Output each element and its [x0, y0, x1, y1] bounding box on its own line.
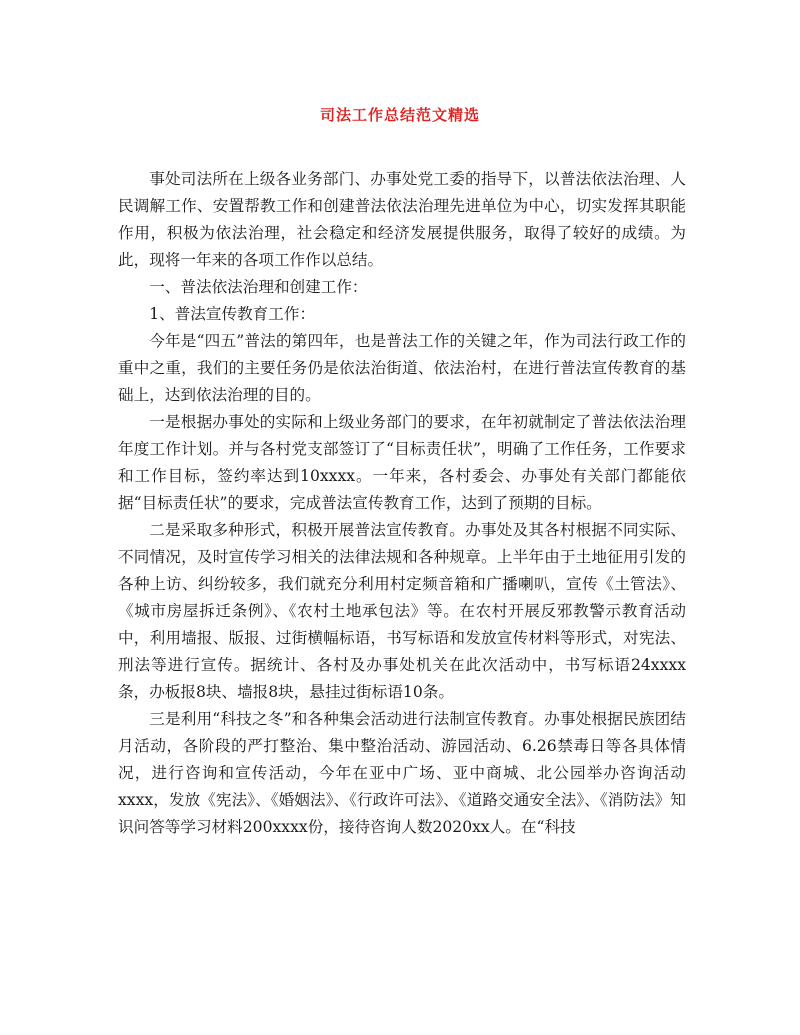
paragraph-point-1: 一是根据办事处的实际和上级业务部门的要求，在年初就制定了普法依法治理年度工作计划。并与各村党支部签订了“目标责任状”，明确了工作任务，工作要求和工作目标，签约率达到10xxxx。一年来，各村委会、办事处有关部门都能依据“目标责任状”的要求，完成普法宣传教育工作，达到了预期的目标。 — [118, 413, 686, 512]
paragraph-point-3: 三是利用“科技之冬”和各种集会活动进行法制宣传教育。办事处根据民族团结月活动，各阶段的严打整治、集中整治活动、游园活动、6.26禁毒日等各具体情况，进行咨询和宣传活动，今年在亚中广场、亚中商城、北公园举办咨询活动xxxx，发放《宪法》、《婚姻法》、《行政许可法》、《道路交通安全法》、《消防法》知识问答等学习材料200xxxx份，接待咨询人数2020xx人。在“科技 — [118, 710, 686, 836]
heading-subsection-1: 1、普法宣传教育工作： — [149, 305, 316, 323]
paragraph-intro: 事处司法所在上级各业务部门、办事处党工委的指导下，以普法依法治理、人民调解工作、安置帮教工作和创建普法依法治理先进单位为中心，切实发挥其职能作用，积极为依法治理，社会稳定和经济发展提供服务，取得了较好的成绩。为此，现将一年来的各项工作作以总结。 — [118, 170, 686, 269]
document-title: 司法工作总结范文精选 — [319, 106, 480, 124]
document-body — [118, 166, 686, 841]
paragraph-overview: 今年是“四五”普法的第四年，也是普法工作的关键之年，作为司法行政工作的重中之重，我们的主要任务仍是依法治街道、依法治村，在进行普法宣传教育的基础上，达到依法治理的目的。 — [118, 332, 686, 404]
paragraph-point-2: 二是采取多种形式，积极开展普法宣传教育。办事处及其各村根据不同实际、不同情况，及时宣传学习相关的法律法规和各种规章。上半年由于土地征用引发的各种上访、纠纷较多，我们就充分利用村定频音箱和广播喇叭，宣传《土管法》、《城市房屋拆迁条例》、《农村土地承包法》等。在农村开展反邪教警示教育活动中，利用墙报、版报、过街横幅标语，书写标语和发放宣传材料等形式，对宪法、刑法等进行宣传。据统计、各村及办事处机关在此次活动中，书写标语24xxxx条，办板报8块、墙报8块，悬挂过街标语10条。 — [118, 521, 686, 701]
heading-section-1: 一、普法依法治理和创建工作： — [149, 278, 368, 296]
